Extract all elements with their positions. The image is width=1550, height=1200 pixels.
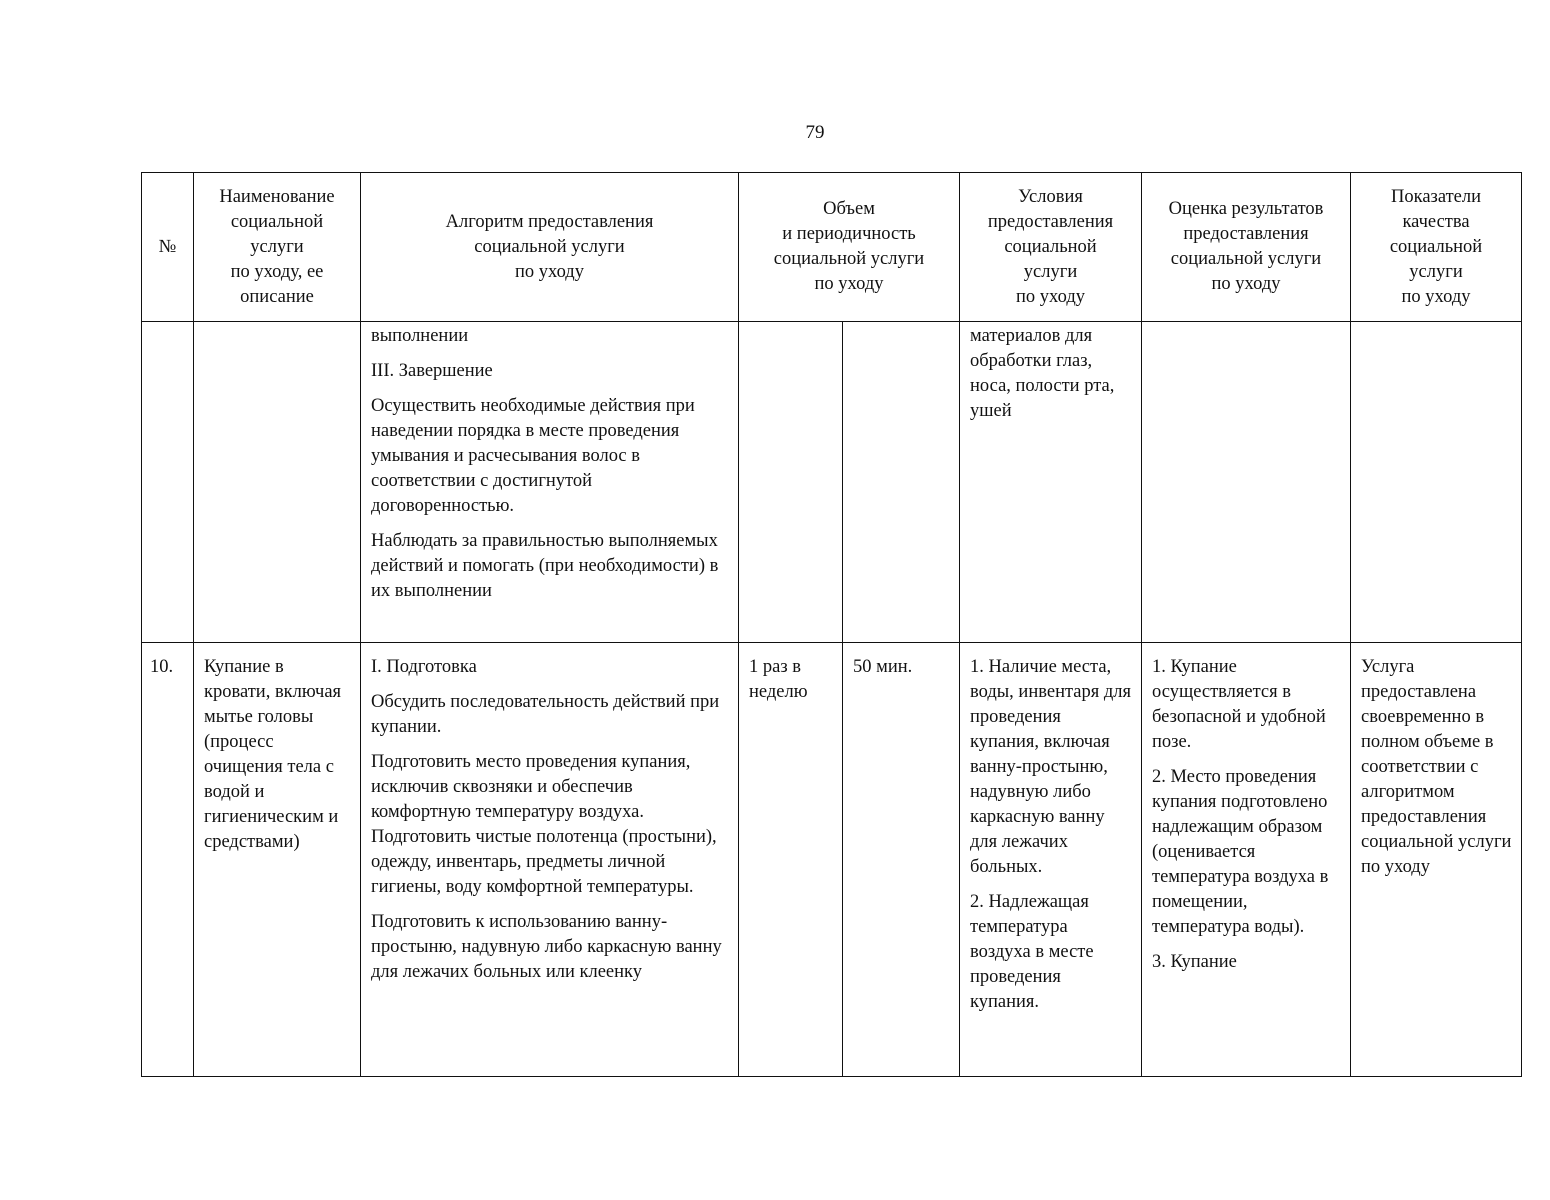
cell-algorithm: I. Подготовка Обсудить последовательность действий при купании. Подготовить место проведения купания, исключив сквозняки и обеспечив комфортную температуру воздуха. Подготовить чистые полотенца (простыни), одежду, инвентарь, предметы личной гигиены, воду комфортной температуры. Подготовить к использованию ванну-простыню, надувную либо каркасную ванну для лежачих больных или клеенку <box>361 643 739 1077</box>
cell-num: 10. <box>142 643 194 1077</box>
cell-evaluation: 1. Купание осуществляется в безопасной и удобной позе. 2. Место проведения купания подготовлено надлежащим образом (оценивается температура воздуха в помещении, температура воды). 3. Купание <box>1142 643 1351 1077</box>
header-evaluation: Оценка результатов предоставления социальной услуги по уходу <box>1142 173 1351 322</box>
cell-duration: 50 мин. <box>843 643 960 1077</box>
header-name: Наименование социальной услуги по уходу, ее описание <box>194 173 361 322</box>
page-number: 79 <box>805 122 825 143</box>
cell-frequency: 1 раз в неделю <box>739 643 843 1077</box>
cell-algorithm: выполнении III. Завершение Осуществить необходимые действия при наведении порядка в месте проведения умывания и расчесывания волос в соответствии с достигнутой договоренностью. Наблюдать за правильностью выполняемых действий и помогать (при необходимости) в их выполнении <box>361 322 739 643</box>
services-table <box>141 172 1522 1077</box>
header-volume: Объем и периодичность социальной услуги по уходу <box>739 173 960 322</box>
header-num: № <box>142 173 194 322</box>
cell-num <box>142 322 194 643</box>
cell-conditions: материалов для обработки глаз, носа, полости рта, ушей <box>960 322 1142 643</box>
cell-name: Купание в кровати, включая мытье головы (процесс очищения тела с водой и гигиеническим и средствами) <box>194 643 361 1077</box>
header-algorithm: Алгоритм предоставления социальной услуги по уходу <box>361 173 739 322</box>
cell-conditions: 1. Наличие места, воды, инвентаря для проведения купания, включая ванну-простыню, надувную либо каркасную ванну для лежачих больных. 2. Надлежащая температура воздуха в месте проведения купания. <box>960 643 1142 1077</box>
cell-quality: Услуга предоставлена своевременно в полном объеме в соответствии с алгоритмом предоставления социальной услуги по уходу <box>1351 643 1522 1077</box>
header-row <box>142 173 1522 322</box>
table-row-continued <box>142 322 1522 643</box>
cell-quality <box>1351 322 1522 643</box>
table-row-10 <box>142 643 1522 1077</box>
cell-frequency <box>739 322 843 643</box>
cell-duration <box>843 322 960 643</box>
header-quality: Показатели качества социальной услуги по уходу <box>1351 173 1522 322</box>
cell-evaluation <box>1142 322 1351 643</box>
header-conditions: Условия предоставления социальной услуги по уходу <box>960 173 1142 322</box>
cell-name <box>194 322 361 643</box>
